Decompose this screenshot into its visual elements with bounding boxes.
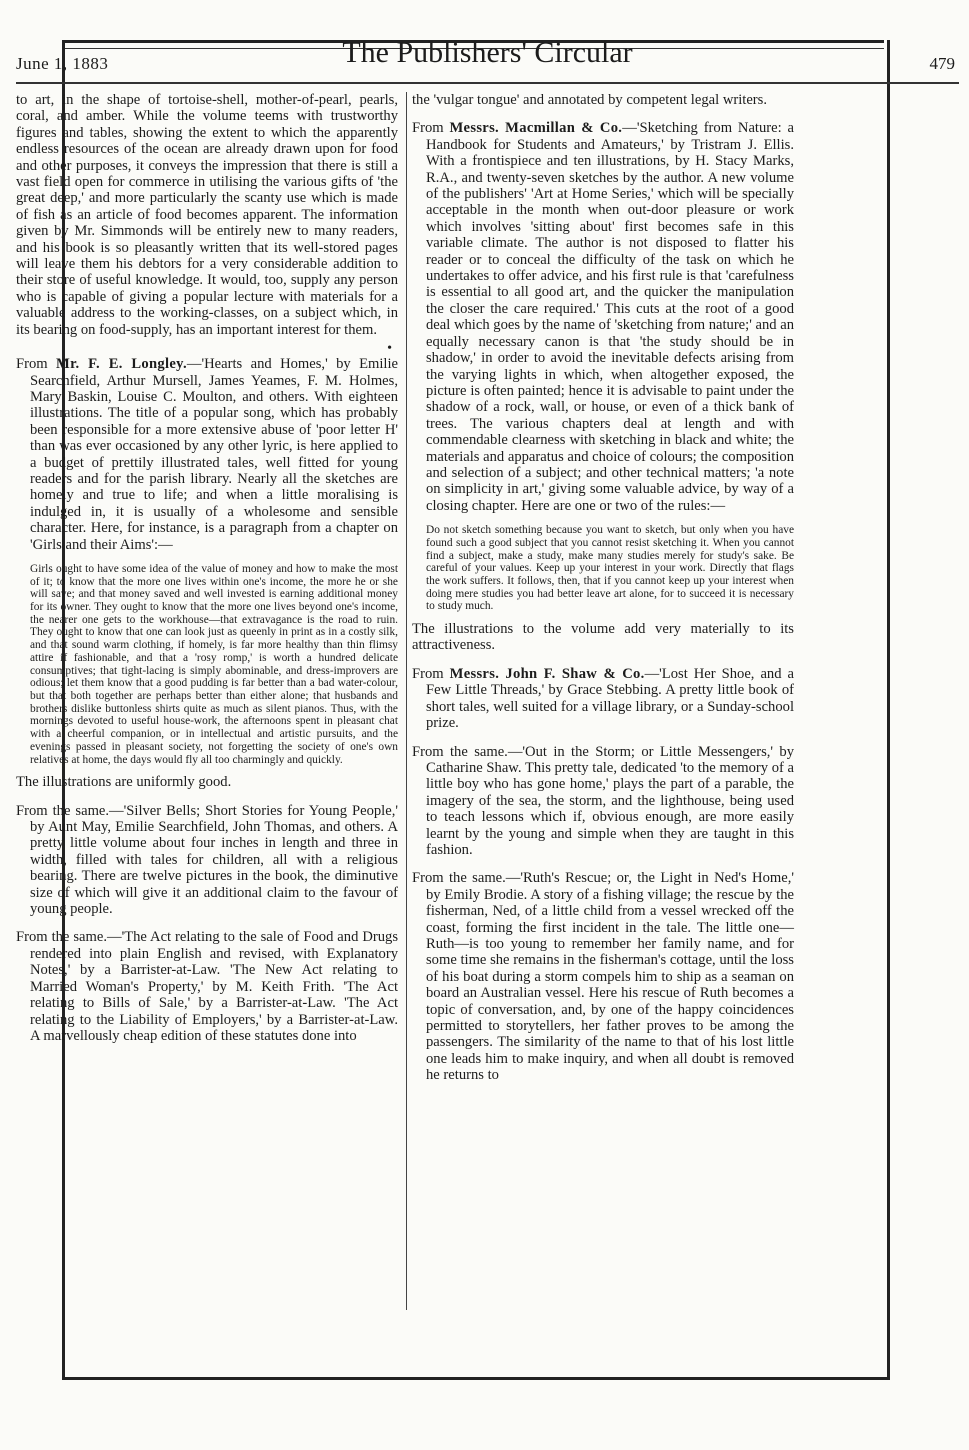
review-entry-longley	[16, 356, 398, 553]
review-entry-acts: From the same.—'The Act relating to the sale of Food and Drugs rendered into plain English and revised, with Explanatory Notes,' by a Barrister-at-Law. 'The New Act relating to Married Woman's Property,' by M. Keith Frith. 'The Act relating to Bills of Sale,' by a Barrister-at-Law. 'The Act relating to the Liability of Employers,' by a Barrister-at-Law. A marvellously cheap edition of these statutes done into	[16, 929, 398, 1044]
entry-closing-line: The illustrations are uniformly good.	[16, 774, 232, 791]
page-header	[16, 32, 959, 88]
publisher-name: Messrs. John F. Shaw & Co.	[449, 665, 645, 682]
continued-review-paragraph: the 'vulgar tongue' and annotated by competent legal writers.	[412, 92, 767, 108]
section-bullet: •	[387, 341, 392, 357]
issue-date: June 1, 1883	[16, 54, 109, 73]
publication-title: The Publishers' Circular	[342, 36, 633, 69]
continued-review-paragraph: to art, in the shape of tortoise-shell, mother-of-pearl, pearls, coral, and amber. While the volume teems with trustworthy figures and tables, showing the extent to which the apparently endless resources of the ocean are already drawn upon for food and other purposes, it conveys the impression that there is still a vast field open for commerce in utilising the various gifts of 'the great deep,' and more particularly the scanty use which is made of fish as an article of food becomes apparent. The information given by Mr. Simmonds will be entirely new to many readers, and his book is so pleasantly written that its well-stored pages will leave them his debtors for a very considerable addition to their store of useful knowledge. It would, too, supply any person who is capable of giving a popular lecture with materials for a valuable address to the working-classes, on a subject which, in its bearing on food-supply, has an important interest for them.	[16, 92, 398, 338]
entry-closing-line: The illustrations to the volume add very materially to its attractiveness.	[412, 621, 794, 654]
publisher-name: Mr. F. E. Longley.	[56, 356, 187, 373]
entry-from-word: From	[412, 665, 444, 682]
right-border-rule	[887, 40, 890, 1380]
review-entry-shaw	[412, 666, 794, 732]
review-entry-silver-bells: From the same.—'Silver Bells; Short Stories for Young People,' by Aunt May, Emilie Searchfield, John Thomas, and others. A pretty little volume about four inches in length and three in width, filled with tales for children, all with a religious bearing. There are twelve pictures in the book, the diminutive size of which will give it an additional claim to the favour of young people.	[16, 802, 398, 918]
block-quote-girls-aims: Girls ought to have some idea of the value of money and how to make the most of it; to know that the more one lives within one's income, the more he or she will save; and that money saved and well invested is earning additional money for its owner. They ought to know that the more one lives beyond one's income, the nearer one gets to the workhouse—that extravagance is the road to ruin. They ought to know that one can look just as queenly in print as in a costly silk, and that sound warm clothing, if homely, is far more healthy than thin flimsy attire if fashionable, and that a 'rosy romp,' is worth a hundred delicate consumptives; that tight-lacing is simply abominable, and dress-improvers are odious; let them know that a good pudding is far better than a bad water-colour, but that both together are perhaps better than either alone; that husbands and brothers dislike buttonless shirts quite as much as silent pianos. Thus, with the mornings devoted to useful house-work, the afternoons spent in pleasant chat with a cheerful companion, or in intellectual and artistic pursuits, and the evenings passed in pleasant society, not forgetting the society of one's own relatives at home, the days would fly all too charmingly and quickly.	[30, 562, 398, 766]
right-column	[412, 92, 794, 1084]
entry-text: —'Sketching from Nature: a Handbook for Students and Amateurs,' by Tristram J. Ellis. With a frontispiece and ten illustrations, by H. Stacy Marks, R.A., and twenty-seven sketches by the author. A new volume of the publishers' 'Art at Home Series,' which will be specially acceptable in the month when out-door pleasure or work which involves 'sitting about' first becomes safe in this variable climate. The author is not disposed to flatter his reader or to conceal the difficulty of the task on which he undertakes to offer advice, and his first rule is that 'carefulness is essential to all good art, and the quicker the manipulation the closer the care required.' This cuts at the root of a good deal which goes by the name of 'sketching from nature;' and an equally necessary canon is that 'the study should be in shadow,' in order to avoid the inevitable defects arising from the varying lights in which, when altogether exposed, the picture is often painted; hence it is advisable to paint under the shadow of a rock, wall, or house, or even of a thick bank of trees. The various chapters deal at length and with commendable clearness with sketching in black and white; the materials and apparatus and choice of colours; the composition and selection of a subject; and other technical matters; 'a note on simplicity in art,' giving some valuable advice, by way of a closing chapter. Here are one or two of the rules:—	[426, 120, 794, 514]
page-number: 479	[929, 54, 955, 73]
entry-text: —'Hearts and Homes,' by Emilie Searchfield, Arthur Mursell, James Yeames, F. M. Holmes, Mary Baskin, Louise C. Moulton, and others. With eighteen illustrations. The title of a popular song, which has probably been responsible for a more extensive abuse of 'poor letter H' than was ever occasioned by any other lyric, is here applied to a budget of prettily illustrated tales, well fitted for young readers and for the parish library. Nearly all the sketches are homely and true to life; and when a little moralising is indulged in, it is usually of a wholesome and sensible character. Here, for instance, is a paragraph from a chapter on 'Girls and their Aims':—	[30, 356, 398, 553]
review-entry-ruths-rescue: From the same.—'Ruth's Rescue; or, the Light in Ned's Home,' by Emily Brodie. A story of a fishing village; the rescue by the fisherman, Ned, of a little child from a vessel wrecked off the coast, forming the first incident in the tale. The little one—Ruth—is too young to remember her family name, and for some time she remains in the fisherman's cottage, until the loss of his boat during a storm compels him to ship as a seaman on board an Australian vessel. Here his rescue of Ruth becomes a topic of conversation, and, by one of the happy coincidences permitted to storytellers, her father proves to be among the passengers. The similarity of the name to that of his lost little one leads him to make inquiry, and when all doubt is removed he returns to	[412, 870, 794, 1084]
review-entry-out-in-storm: From the same.—'Out in the Storm; or Little Messengers,' by Catharine Shaw. This pretty tale, dedicated 'to the memory of a little boy who has gone home,' plays the part of a parable, the imagery of the sea, the storm, and the lighthouse, being used to teach lessons which if, obvious enough, are more easily learnt by the young and simple when they are taught in this fashion.	[412, 743, 794, 858]
header-rule	[16, 82, 959, 84]
column-divider	[406, 92, 407, 1310]
publisher-name: Messrs. Macmillan & Co.	[449, 120, 623, 137]
bottom-border-rule	[62, 1377, 890, 1380]
review-entry-macmillan	[412, 120, 794, 514]
entry-text: —'Lost Her Shoe, and a Few Little Threads,' by Grace Stebbing. A pretty little book of short tales, well suited for a village library, or a Sunday-school prize.	[426, 665, 794, 732]
entry-from-word: From	[412, 120, 444, 137]
entry-from-word: From	[16, 356, 48, 373]
block-quote-sketching-rules: Do not sketch something because you want to sketch, but only when you have found such a good subject that you cannot resist sketching it. When you cannot find a subject, make a study, make many studies merely for study's sake. Be careful of your values. Keep up your interest in your work. Directly that flags the work suffers. It follows, then, that if you cannot keep up your interest when doing mere studies you had better leave art alone, for to succeed it is necessary to study much.	[426, 524, 794, 613]
left-column	[16, 92, 398, 1044]
